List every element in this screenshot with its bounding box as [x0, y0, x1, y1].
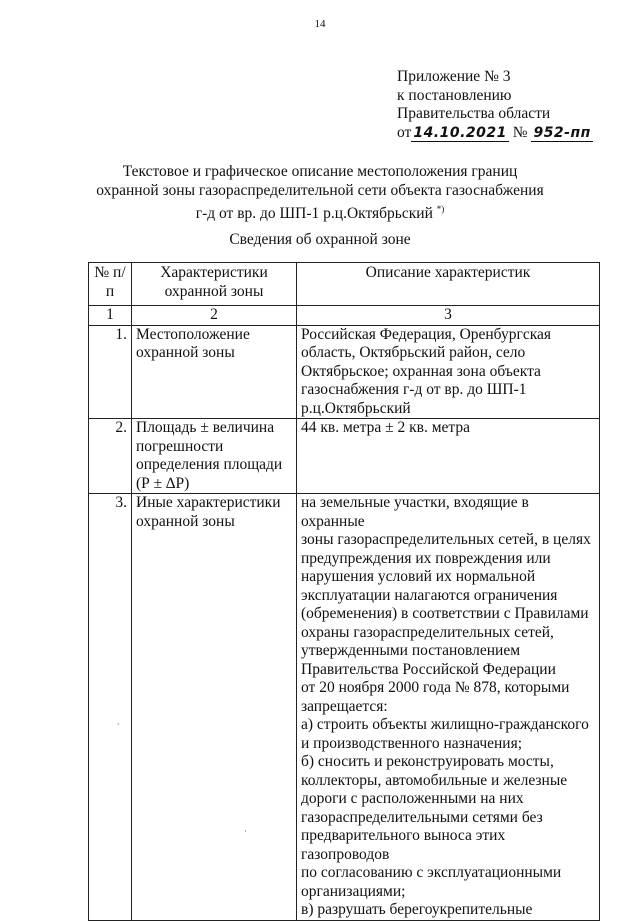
- appendix-block: [397, 68, 593, 142]
- protection-zone-table: [88, 262, 600, 921]
- characteristic-line: охранной зоны: [136, 344, 235, 361]
- characteristic-line: охранной зоны: [136, 512, 235, 530]
- description-line: от 20 ноября 2000 года № 878, которыми: [301, 679, 570, 696]
- row-description: [297, 494, 600, 921]
- page-number: 14: [314, 18, 326, 30]
- appendix-line-2: к постановлению: [397, 86, 512, 104]
- characteristic-line: Местоположение: [136, 325, 250, 343]
- appendix-line-3: Правительства области: [397, 105, 551, 122]
- row-characteristic: [132, 494, 297, 921]
- description-line: р.ц.Октябрьский: [301, 399, 411, 417]
- description-line: Российская Федерация, Оренбургская: [301, 325, 552, 343]
- description-line: нарушения условий их нормальной: [301, 568, 536, 585]
- characteristic-line: определения площади: [136, 456, 283, 473]
- description-line: эксплуатации налагаются ограничения: [301, 586, 558, 604]
- title-line-1: Текстовое и графическое описание местоположения границ: [122, 163, 518, 180]
- characteristic-line: погрешности: [136, 437, 224, 455]
- column-number: 3: [297, 306, 600, 326]
- document-title: [0, 163, 640, 224]
- row-description: [297, 419, 600, 494]
- column-number: 1: [89, 306, 132, 326]
- characteristic-line: (Р ± ∆Р): [136, 474, 190, 492]
- description-line: а) строить объекты жилищно-гражданского: [301, 716, 589, 733]
- title-line-2: охранной зоны газораспределительной сети объекта газоснабжения: [96, 181, 544, 199]
- characteristic-line: Иные характеристики: [136, 494, 281, 511]
- description-line: по согласованию с эксплуатационными: [301, 864, 562, 881]
- scan-mark: `: [117, 722, 120, 732]
- row-characteristic: [132, 419, 297, 494]
- table-row: [89, 419, 600, 494]
- description-line: коллекторы, автомобильные и железные: [301, 771, 568, 789]
- description-line: газоснабжения г-д от вр. до ШП-1: [301, 381, 527, 398]
- description-line: б) сносить и реконструировать мосты,: [301, 753, 554, 770]
- title-footnote-mark: *): [436, 204, 445, 214]
- description-line: организациями;: [301, 882, 406, 900]
- description-line: предупреждения их повреждения или: [301, 549, 551, 567]
- resolution-date-number: [397, 124, 593, 143]
- description-line: газораспределительными сетями без: [301, 808, 543, 826]
- row-description: [297, 325, 600, 419]
- description-line: 44 кв. метра ± 2 кв. метра: [301, 419, 471, 436]
- handwritten-date: 14.10.2021: [413, 124, 507, 141]
- from-label: от: [397, 123, 412, 141]
- number-label: №: [512, 123, 528, 141]
- column-number: 2: [132, 306, 297, 326]
- description-line: Октябрьское; охранная зона объекта: [301, 362, 541, 380]
- description-line: дороги с расположенными на них: [301, 790, 524, 807]
- row-number: 1.: [89, 325, 132, 419]
- row-number: 3.: [89, 494, 132, 921]
- header-characteristic: Характеристики охранной зоны: [132, 263, 297, 306]
- description-line: (обременения) в соответствии с Правилами: [301, 605, 589, 622]
- description-line: Правительства Российской Федерации: [301, 660, 556, 678]
- description-line: в) разрушать берегоукрепительные: [301, 901, 533, 918]
- header-description: Описание характеристик: [297, 263, 600, 306]
- table-row: [89, 325, 600, 419]
- column-number-row: [89, 306, 600, 326]
- row-characteristic: [132, 325, 297, 419]
- description-line: утвержденными постановлением: [301, 642, 521, 659]
- description-line: охраны газораспределительных сетей,: [301, 623, 554, 641]
- characteristic-line: Площадь ± величина: [136, 419, 275, 436]
- description-line: предварительного выноса этих газопроводов: [301, 827, 506, 863]
- title-line-3: [0, 200, 640, 224]
- table-header-row: [89, 263, 600, 306]
- description-line: зоны газораспределительных сетей, в целях: [301, 531, 591, 548]
- handwritten-number: 952-пп: [533, 124, 591, 141]
- scan-mark: ·: [244, 826, 247, 836]
- row-number: 2.: [89, 419, 132, 494]
- title-line-3-text: г-д от вр. до ШП-1 р.ц.Октябрьский: [195, 205, 433, 223]
- table-row: [89, 494, 600, 921]
- description-line: на земельные участки, входящие в охранные: [301, 494, 529, 530]
- section-subtitle: Сведения об охранной зоне: [229, 231, 411, 248]
- description-line: запрещается:: [301, 697, 388, 715]
- header-number: № п/п: [89, 263, 132, 306]
- description-line: и производственного назначения;: [301, 734, 523, 752]
- description-line: область, Октябрьский район, село: [301, 344, 526, 361]
- appendix-line-1: Приложение № 3: [397, 68, 511, 85]
